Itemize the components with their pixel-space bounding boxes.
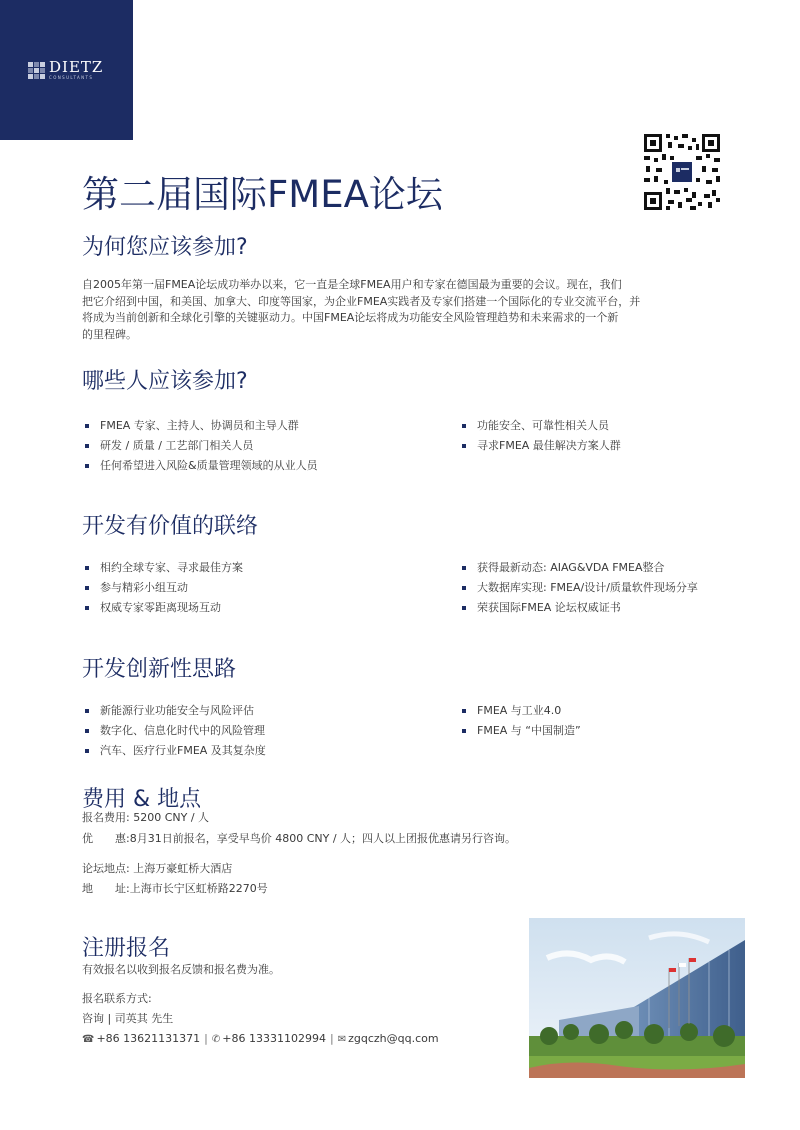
page-title: 第二届国际FMEA论坛 xyxy=(82,173,443,216)
separator: | xyxy=(329,1032,334,1045)
list-item: 权威专家零距离现场互动 xyxy=(83,598,243,618)
separator: | xyxy=(204,1032,208,1045)
innovation-list-left xyxy=(83,701,266,761)
who-list-left xyxy=(83,416,318,476)
list-item: 功能安全、可靠性相关人员 xyxy=(460,416,621,436)
heading-who-attend: 哪些人应该参加? xyxy=(82,369,248,394)
qr-code xyxy=(642,132,722,212)
discount-line xyxy=(82,831,516,847)
list-item: 数字化、信息化时代中的风险管理 xyxy=(83,721,266,741)
email-link[interactable]: zgqczh@qq.com xyxy=(348,1032,439,1045)
network-list-left xyxy=(83,558,243,618)
why-line: 的里程碑。 xyxy=(82,327,137,341)
list-item: 获得最新动态: AIAG&VDA FMEA整合 xyxy=(460,558,698,578)
logo-block xyxy=(0,0,133,140)
why-line: 将成为当前创新和全球化引擎的关键驱动力。中国FMEA论坛将成为功能安全风险管理趋势和未来需求的一个新 xyxy=(82,311,619,324)
phone-number-1[interactable]: +86 13621131371 xyxy=(96,1032,201,1045)
heading-networking: 开发有价值的联络 xyxy=(82,514,259,539)
heading-why-attend: 为何您应该参加? xyxy=(82,235,248,260)
list-item: 荣获国际FMEA 论坛权威证书 xyxy=(460,598,698,618)
dietz-logo xyxy=(28,60,103,80)
list-item: 汽车、医疗行业FMEA 及其复杂度 xyxy=(83,741,266,761)
why-line: 自2005年第一届FMEA论坛成功举办以来，它一直是全球FMEA用户和专家在德国最为重要的会议。现在，我们 xyxy=(82,278,622,291)
list-item: 研发 / 质量 / 工艺部门相关人员 xyxy=(83,436,318,456)
mail-icon: ✉ xyxy=(337,1034,347,1045)
contact-label: 报名联系方式: xyxy=(82,992,152,1005)
registration-note: 有效报名以收到报名反馈和报名费为准。 xyxy=(82,963,280,976)
address-text: 上海市长宁区虹桥路2270号 xyxy=(129,882,268,895)
phone-icon: ☎ xyxy=(82,1034,95,1045)
why-attend-paragraph xyxy=(82,277,682,343)
phone-number-2[interactable]: +86 13331102994 xyxy=(222,1032,326,1045)
fee-line: 报名费用: 5200 CNY / 人 xyxy=(82,811,210,824)
list-item: FMEA 与 “中国制造” xyxy=(460,721,581,741)
consult-line: 咨询 | 司英其 先生 xyxy=(82,1012,174,1025)
hotel-photo xyxy=(529,918,745,1078)
heading-innovation: 开发创新性思路 xyxy=(82,657,237,682)
why-line: 把它介绍到中国，和美国、加拿大、印度等国家，为企业FMEA实践者及专家们搭建一个国际化的专业交流平台，并 xyxy=(82,294,641,308)
list-item: FMEA 与工业4.0 xyxy=(460,701,581,721)
who-list-right xyxy=(460,416,621,456)
address-label: 地 址: xyxy=(82,882,130,895)
mobile-icon: ✆ xyxy=(211,1034,221,1045)
list-item: 相约全球专家、寻求最佳方案 xyxy=(83,558,243,578)
heading-registration: 注册报名 xyxy=(82,936,171,961)
discount-label: 优 惠: xyxy=(82,832,130,845)
list-item: 寻求FMEA 最佳解决方案人群 xyxy=(460,436,621,456)
discount-text: 8月31日前报名，享受早鸟价 4800 CNY / 人；四人以上团报优惠请另行咨询。 xyxy=(129,832,517,845)
venue-line: 论坛地点: 上海万豪虹桥大酒店 xyxy=(82,862,233,875)
list-item: 参与精彩小组互动 xyxy=(83,578,243,598)
list-item: 新能源行业功能安全与风险评估 xyxy=(83,701,266,721)
heading-fees-location: 费用 & 地点 xyxy=(82,787,202,812)
list-item: FMEA 专家、主持人、协调员和主导人群 xyxy=(83,416,318,436)
logo-name: DIETZ xyxy=(49,58,104,76)
network-list-right xyxy=(460,558,698,618)
list-item: 大数据库实现: FMEA/设计/质量软件现场分享 xyxy=(460,578,698,598)
list-item: 任何希望进入风险&质量管理领域的从业人员 xyxy=(83,456,318,476)
contact-line xyxy=(82,1031,439,1048)
logo-subtitle: CONSULTANTS xyxy=(49,75,94,80)
address-line xyxy=(82,881,268,897)
logo-mark-icon xyxy=(28,62,45,79)
innovation-list-right xyxy=(460,701,581,741)
